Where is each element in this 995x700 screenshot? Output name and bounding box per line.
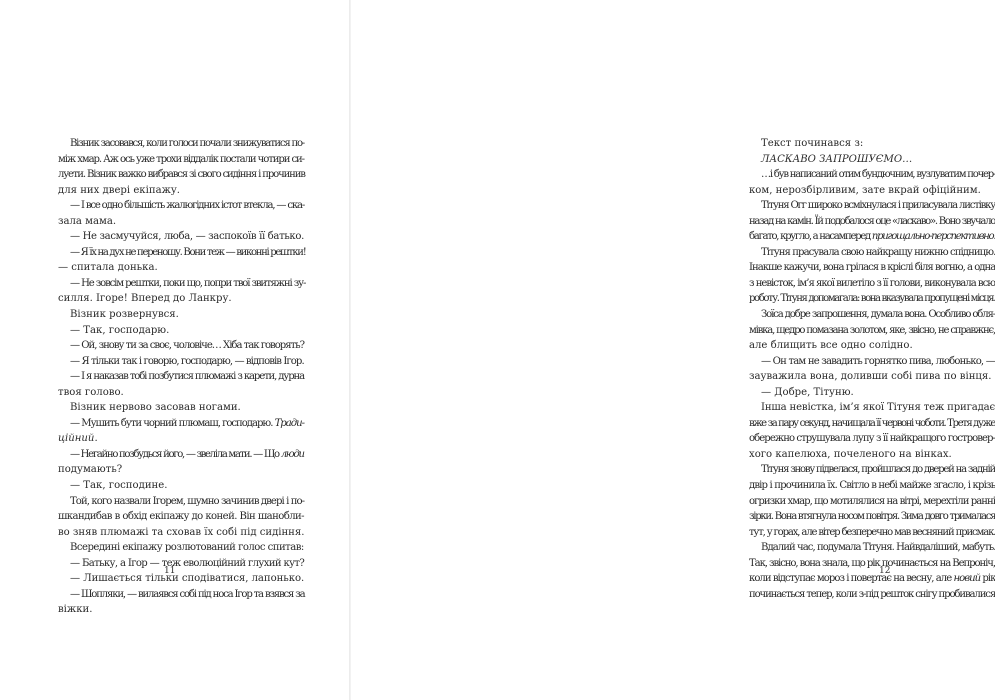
line-text: — Мушить бути чорний плюмаш, господарю. — [70, 417, 275, 429]
line-text: але блищить все одно солідно. — [749, 340, 913, 352]
text-line — [58, 323, 304, 339]
text-line — [749, 338, 995, 354]
line-text: починається тепер, коли з-під решток снігу пробивалися — [749, 588, 995, 600]
text-line — [58, 338, 304, 354]
line-text: — Негайно позбудься його, — звеліла мати. — Що — [70, 448, 281, 460]
line-text: — Я їх на дух не переношу. Вони теж — виконні рештки! — [70, 246, 306, 258]
text-line — [58, 478, 304, 494]
right-page-number: 12 — [879, 566, 891, 576]
text-line — [58, 307, 304, 323]
left-page — [0, 0, 349, 700]
text-line — [749, 587, 995, 603]
text-line — [58, 462, 304, 478]
line-text: во зняв плюмажі та сховав їх собі під сидіння. — [58, 526, 305, 538]
text-line — [58, 369, 304, 385]
line-text: вже за пару секунд, начищала її червоні чоботи. Третя дуже — [749, 417, 995, 429]
line-text: — Не зовсім рештки, поки що, попри твої звитяжні зу- — [70, 277, 306, 289]
line-text: Візник розвернувся. — [70, 309, 179, 321]
text-line — [58, 214, 304, 230]
text-line — [58, 587, 304, 603]
text-line — [749, 214, 995, 230]
text-line — [749, 494, 995, 510]
text-line — [58, 525, 304, 541]
text-line — [749, 431, 995, 447]
text-line — [749, 276, 995, 292]
line-text: — Батьку, а Ігор — теж еволюційний глухий кут? — [70, 557, 305, 569]
left-page-number: 11 — [164, 566, 176, 576]
text-line — [749, 152, 995, 168]
text-line — [58, 400, 304, 416]
text-line — [749, 400, 995, 416]
line-text: обережно струшувала лупу з її найкращого гостровер- — [749, 433, 995, 445]
line-text: — Ой, знову ти за своє, чоловіче… Хіба так говорять? — [70, 340, 304, 352]
text-line — [749, 525, 995, 541]
line-text: Тітуня Огг широко всміхнулася і приласувала листівку — [761, 200, 995, 212]
line-text: ком, нерозбірливим, зате вкрай офіційним. — [749, 184, 981, 196]
line-text: для них двері екіпажу. — [58, 184, 181, 196]
italic-text: люди — [280, 448, 304, 460]
line-text: — Не засмучуйся, люба, — заспокоїв її батько. — [70, 231, 304, 243]
line-text: зала мама. — [58, 215, 117, 227]
line-text: — І все одно більшість жалюгідних істот втекла, — ска- — [70, 200, 305, 212]
line-tail: рік — [980, 573, 995, 585]
line-text: Тітуня знову підвелася, пройшлася до дверей на задній — [761, 464, 995, 476]
line-text: силля. Ігоре! Вперед до Ланкру. — [58, 293, 232, 305]
text-line — [749, 307, 995, 323]
line-text: зауважила вона, доливши собі пива по вінця. — [749, 371, 992, 383]
text-line — [749, 260, 995, 276]
line-text: мівка, щедро помазана золотом, яке, звісно, не справжнє, — [749, 324, 995, 336]
text-line — [749, 447, 995, 463]
italic-text: новий — [953, 573, 981, 585]
line-text: — І я наказав тобі позбутися плюмажі з карети, дурна — [70, 371, 304, 383]
line-text: тут, у горах, але вітер безперечно мав весняний присмак. — [749, 526, 995, 538]
line-text: — Так, господарю. — [70, 324, 170, 336]
text-line — [749, 369, 995, 385]
line-text: — Лишається тільки сподіватися, лапонько. — [70, 573, 305, 585]
line-text: — Он там не завадить горнятко пива, любонько, — — [761, 355, 995, 367]
text-line — [749, 540, 995, 556]
text-line — [749, 571, 995, 587]
text-line — [749, 229, 995, 245]
line-text: багато, кругло, а насамперед — [749, 231, 872, 243]
text-line — [749, 198, 995, 214]
text-line — [749, 183, 995, 199]
text-line — [749, 354, 995, 370]
line-text: Вдалий час, подумала Тітуня. Найвдаліший, мабуть. — [761, 542, 995, 554]
text-line — [58, 494, 304, 510]
italic-text: ЛАСКАВО ЗАПРОШУЄМО… — [761, 153, 913, 165]
line-text: Всередині екіпажу розлютований голос спитав: — [70, 542, 304, 554]
line-text: зірки. Вона втягнула носом повітря. Зима довго трималася — [749, 511, 995, 523]
text-line — [58, 431, 304, 447]
text-line — [58, 447, 304, 463]
line-text: — Добре, Тітуню. — [761, 386, 854, 398]
line-text: між хмар. Аж ось уже трохи віддалік постали чотири си- — [58, 153, 304, 165]
line-text: роботу. Тітуня допомагала: вона вказувала пропущені місця. — [749, 293, 995, 305]
line-text: віжки. — [58, 604, 93, 616]
text-line — [749, 509, 995, 525]
text-line — [749, 556, 995, 572]
text-line — [749, 323, 995, 339]
line-text: назад на камін. Їй подобалося оце «ласкаво». Воно звучало — [749, 215, 995, 227]
right-page — [351, 0, 995, 700]
line-text: коли відступає мороз і повертає на весну, але — [749, 573, 954, 585]
line-text: твоя голово. — [58, 386, 124, 398]
line-text: Інакше кажучи, вона грілася в кріслі біля вогню, а одна — [749, 262, 995, 274]
text-line — [58, 385, 304, 401]
line-text: Так, звісно, вона знала, що рік починається на Вепроніч, — [749, 557, 995, 569]
line-text: Текст починався з: — [761, 138, 864, 149]
line-text: з невісток, ім’я якої вилетіло з її голови, виконувала всю — [749, 277, 995, 289]
line-text: …і був написаний отим бундючним, вузлуватим почер- — [761, 169, 995, 181]
text-line — [749, 416, 995, 432]
text-line — [58, 602, 304, 618]
text-line — [749, 167, 995, 183]
text-line — [749, 462, 995, 478]
line-text: — Я тільки так і говорю, господарю, — відповів Ігор. — [70, 355, 304, 367]
line-text: Візник нервово засовав ногами. — [70, 402, 241, 414]
text-line — [749, 478, 995, 494]
text-line — [58, 167, 304, 183]
left-page-text — [58, 136, 304, 618]
line-text: двір і прочинила їх. Світло в небі майже згасло, і крізь — [749, 480, 995, 492]
text-line — [749, 385, 995, 401]
right-page-text — [749, 136, 995, 602]
text-line — [58, 276, 304, 292]
text-line — [58, 152, 304, 168]
line-tail: . — [94, 433, 98, 445]
text-line — [58, 260, 304, 276]
text-line — [58, 540, 304, 556]
italic-text: Тради- — [274, 417, 304, 429]
line-text: хого капелюха, почеленого на вінках. — [749, 448, 952, 460]
text-line — [58, 291, 304, 307]
line-text: — спитала донька. — [58, 262, 158, 274]
line-text: Тітуня прасувала свою найкращу нижню спідницю. — [761, 246, 995, 258]
text-line — [58, 136, 304, 152]
text-line — [749, 245, 995, 261]
line-text: Той, кого назвали Ігорем, шумно зачинив двері і по- — [70, 495, 305, 507]
line-text: — Шопляки, — вилаявся собі під носа Ігор та взявся за — [70, 588, 305, 600]
text-line — [58, 556, 304, 572]
text-line — [58, 354, 304, 370]
text-line — [58, 571, 304, 587]
text-line — [58, 198, 304, 214]
text-line — [58, 245, 304, 261]
text-line — [749, 136, 995, 152]
line-text: Візник засовався, коли голоси почали знижуватися по- — [70, 138, 304, 149]
line-text: шкандибав в обхід екіпажу до коней. Він шанобли- — [58, 511, 304, 523]
text-line — [58, 509, 304, 525]
text-line — [58, 229, 304, 245]
line-text: луети. Візник важко вибрався зі свого сидіння і прочинив — [58, 169, 305, 181]
italic-text: пригощально-перспективно — [871, 231, 994, 243]
line-text: подумають? — [58, 464, 123, 476]
italic-text: ційний — [58, 433, 95, 445]
text-line — [749, 291, 995, 307]
line-text: Зоїса добре запрошення, думала вона. Особливо обля- — [761, 309, 995, 321]
line-text: Інша невістка, ім’я якої Тітуня теж пригадає — [761, 402, 995, 414]
text-line — [58, 183, 304, 199]
text-line — [58, 416, 304, 432]
line-text: огризки хмар, що мотилялися на вітрі, мерехтіли ранні — [749, 495, 995, 507]
line-text: — Так, господине. — [70, 480, 168, 492]
